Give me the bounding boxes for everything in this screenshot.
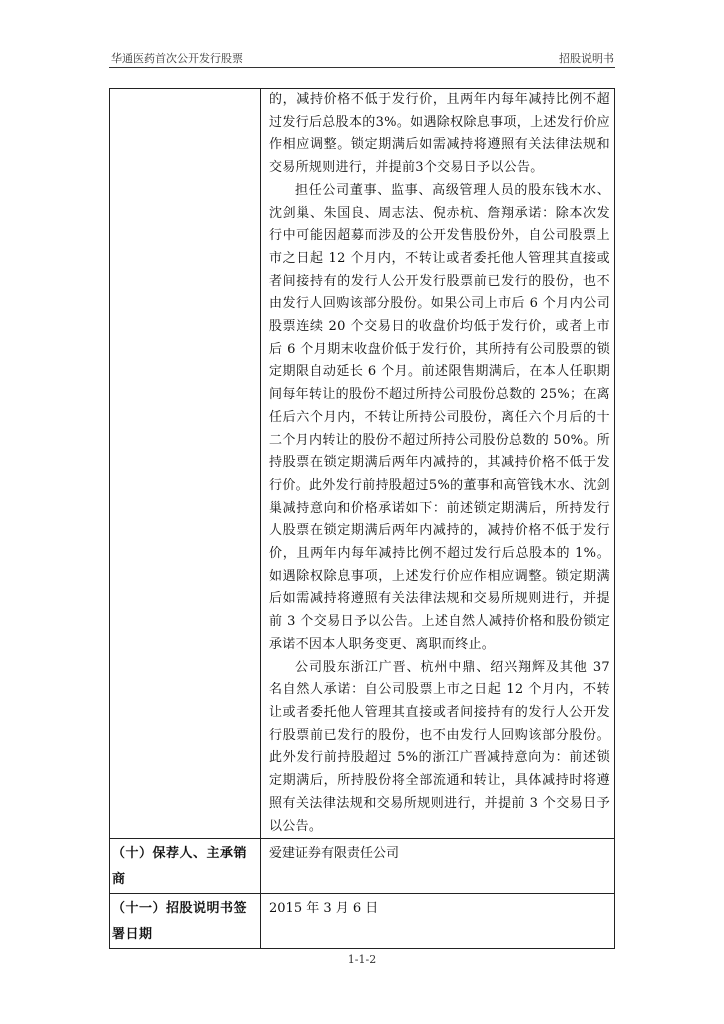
lockup-paragraph-1: 的，减持价格不低于发行价，且两年内每年减持比例不超过发行后总股本的3%。如遇除权除息事项，上述发行价应作相应调整。锁定期满后如需减持将遵照有关法律法规和交易所规则进行，并提前3个交易日予以公告。 (269, 92, 610, 176)
lockup-paragraph-2: 担任公司董事、监事、高级管理人员的股东钱木水、沈剑巢、朱国良、周志法、倪赤杭、詹翔承诺：除本次发行中可能因超募而涉及的公开发售股份外，自公司股票上市之日起 12 个月内，不转让或者委托他人管理其直接或者间接持有的发行人公开发行股票前已发行的股份，也不由发行人回购该部分股份。如果公司上市后 6 个月内公司股票连续 20 个交易日的收盘价均低于发行价，或者上市后 6 个月期末收盘价低于发行价，其所持有公司股票的锁定期限自动延长 6 个月。前述限售期满后，在本人任职期间每年转让的股份不超过所持公司股份总数的 25%；在离任后六个月内，不转让所持公司股份，离任六个月后的十二个月内转让的股份不超过所持公司股份总数的 50%。所持股票在锁定期满后两年内减持的，其减持价格不低于发行价。此外发行前持股超过5%的董事和高管钱木水、沈剑巢减持意向和价格承诺如下：前述锁定期满后，所持发行人股票在锁定期满后两年内减持的，减持价格不低于发行价，且两年内每年减持比例不超过发行后总股本的 1%。如遇除权除息事项，上述发行价应作相应调整。锁定期满后如需减持将遵照有关法律法规和交易所规则进行，并提前 3 个交易日予以公告。上述自然人减持价格和股份锁定承诺不因本人职务变更、离职而终止。 (269, 182, 610, 652)
sponsor-label-cell (110, 839, 261, 894)
sponsor-label: （十）保荐人、主承销商 (112, 846, 248, 888)
signing-date-value-cell (261, 894, 615, 949)
table-row (110, 89, 615, 839)
table-row (110, 894, 615, 949)
sponsor-value: 爱建证券有限责任公司 (269, 846, 400, 862)
signing-date-label: （十一）招股说明书签署日期 (112, 901, 248, 943)
signing-date-label-cell (110, 894, 261, 949)
page-header-right: 招股说明书 (559, 52, 614, 65)
page-header-left: 华通医药首次公开发行股票 (111, 52, 243, 65)
page-number: 1-1-2 (347, 953, 377, 966)
prospectus-table (109, 88, 615, 949)
lockup-paragraph-3: 公司股东浙江广晋、杭州中鼎、绍兴翔辉及其他 37 名自然人承诺：自公司股票上市之日起 12 个月内，不转让或者委托他人管理其直接或者间接持有的发行人公开发行股票前已发行的股份，也不由发行人回购该部分股份。此外发行前持股超过 5%的浙江广晋减持意向为：前述锁定期满后，所持股份将全部流通和转让，具体减持时将遵照有关法律法规和交易所规则进行，并提前 3 个交易日予以公告。 (269, 659, 610, 834)
sponsor-value-cell (261, 839, 615, 894)
header-rule (109, 67, 615, 68)
empty-label-cell (110, 89, 261, 839)
lockup-commitments-cell (261, 89, 615, 839)
table-row (110, 839, 615, 894)
signing-date-value: 2015 年 3 月 6 日 (269, 901, 379, 917)
